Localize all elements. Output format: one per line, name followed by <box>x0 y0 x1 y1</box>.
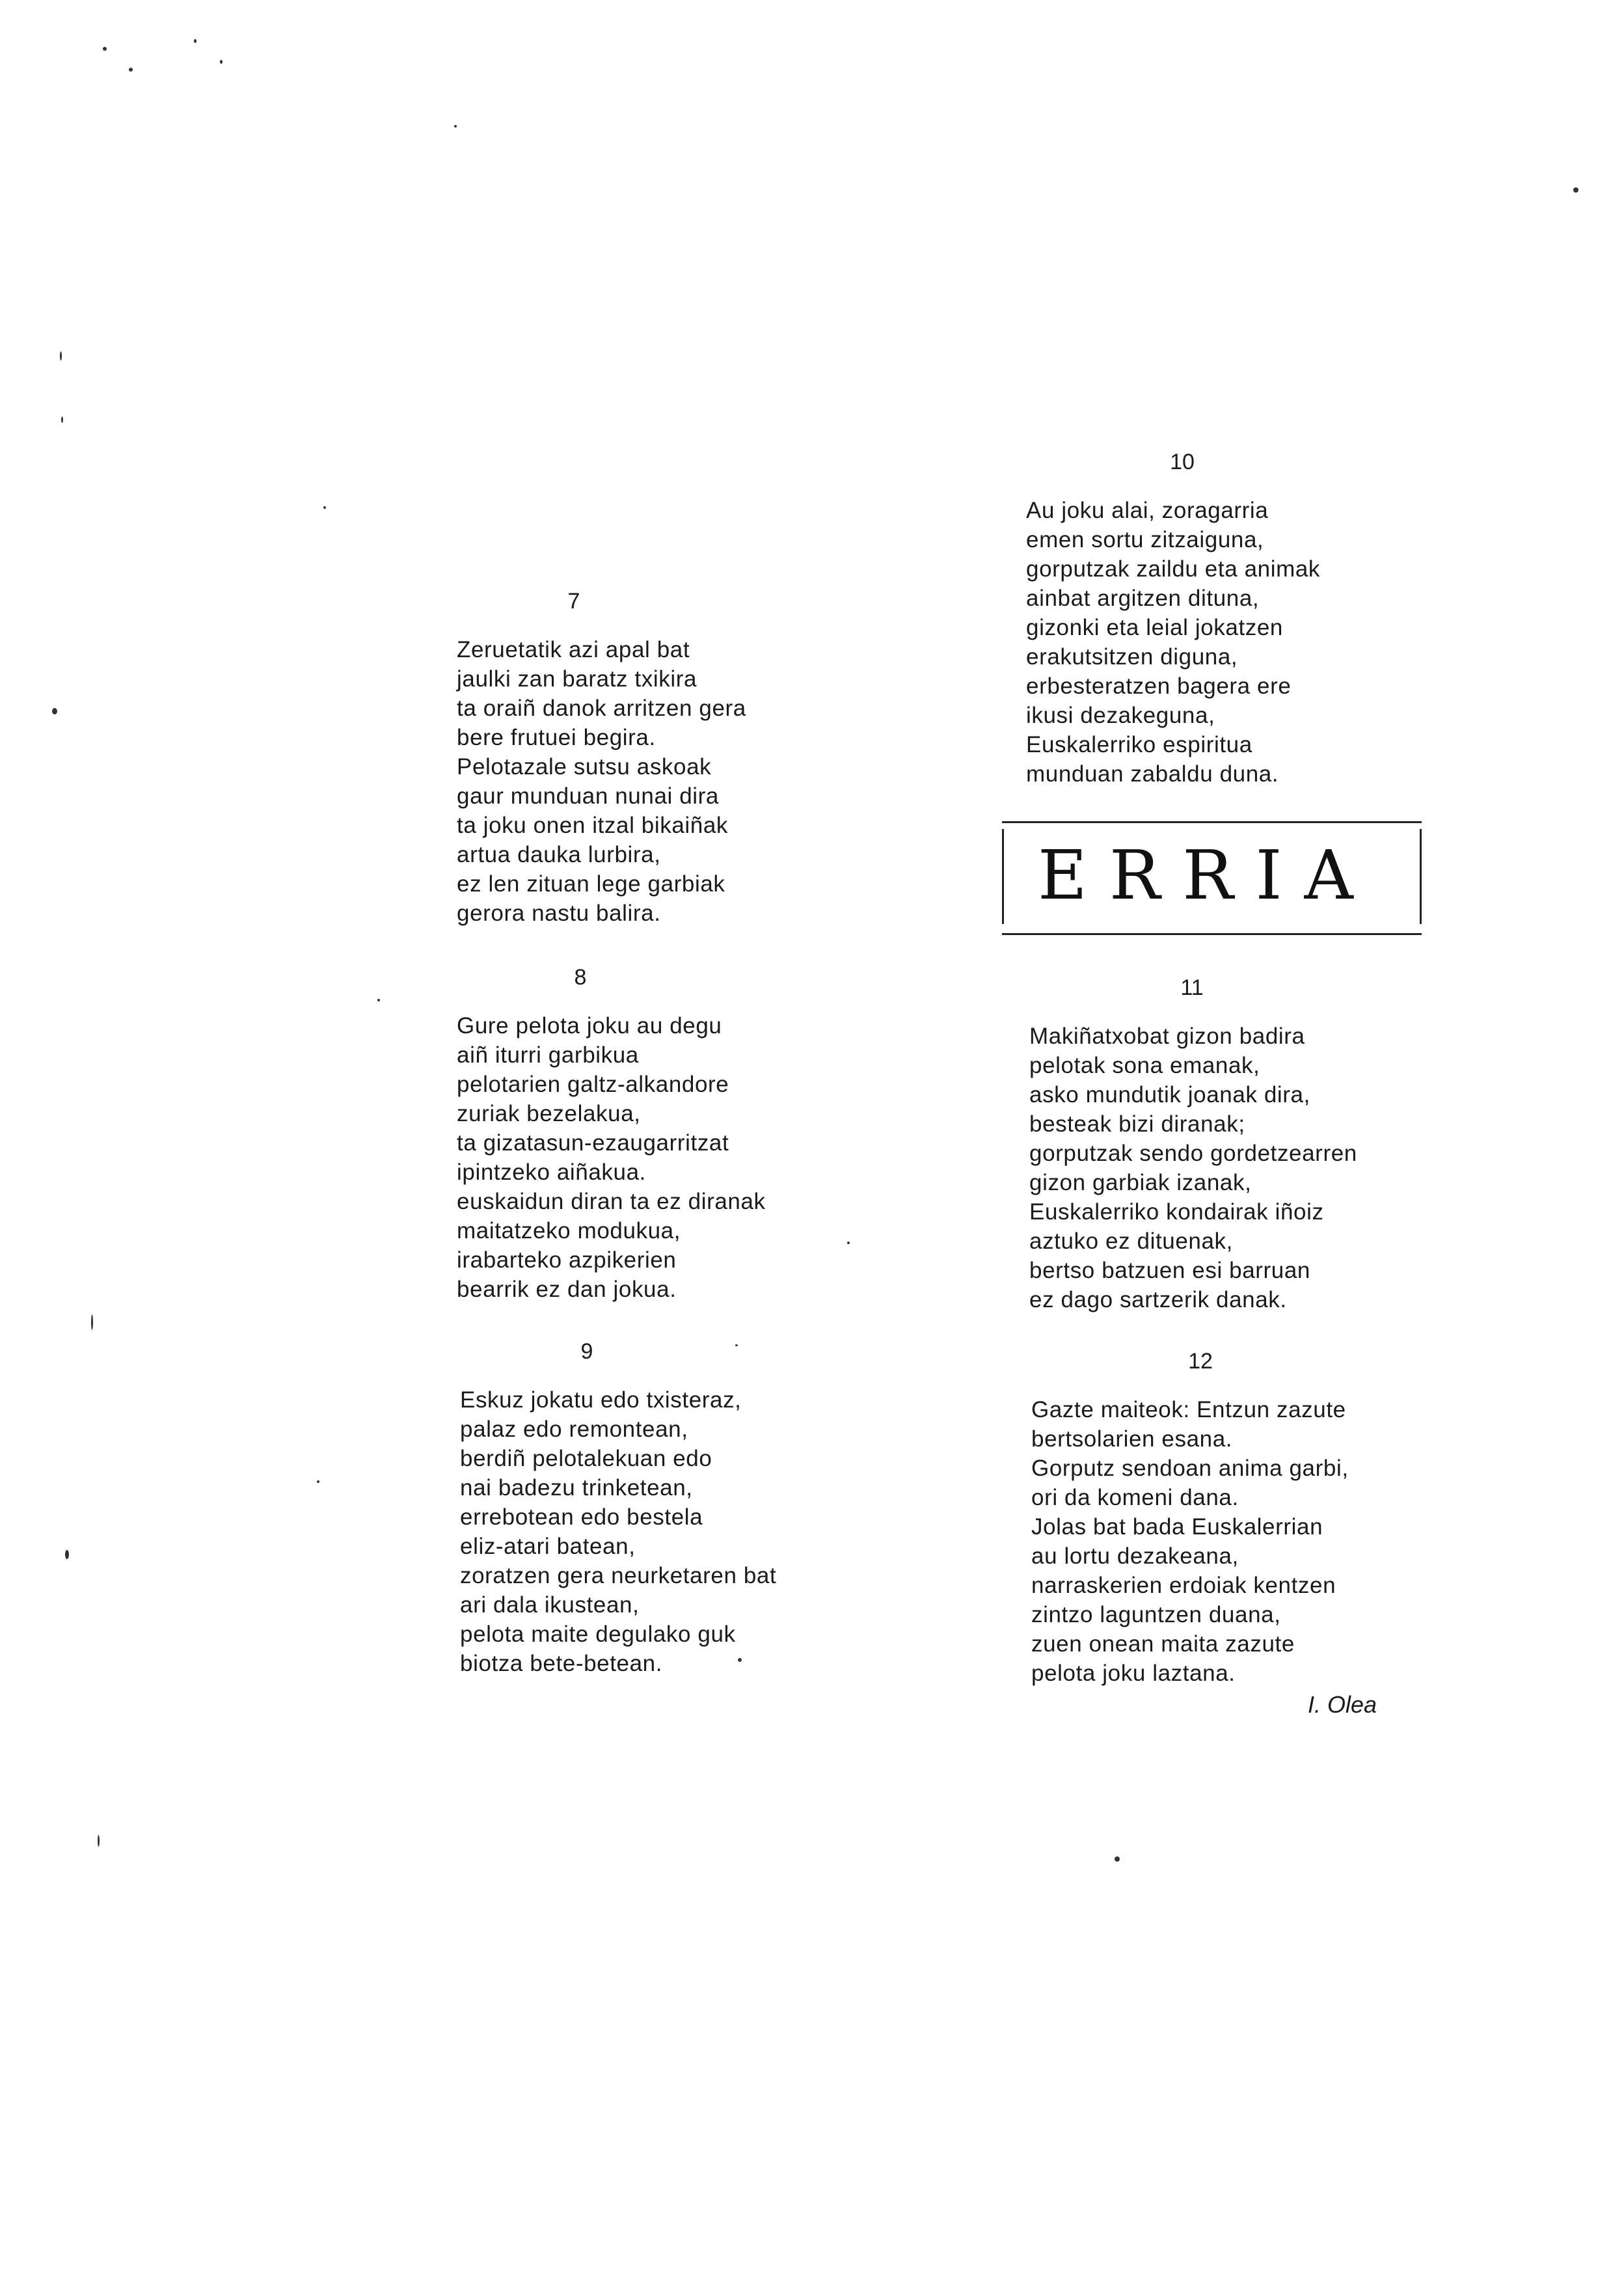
stanza-9 <box>460 1337 915 1678</box>
scan-speck <box>1115 1856 1120 1862</box>
verse-line: gerora nastu balira. <box>457 901 661 926</box>
stanza-lines <box>1029 1022 1485 1314</box>
scan-speck <box>377 999 380 1001</box>
scan-speck <box>103 47 107 51</box>
stanza-lines <box>1031 1395 1487 1688</box>
scan-speck <box>61 416 63 423</box>
scan-speck <box>60 351 62 360</box>
scan-speck <box>1573 187 1578 193</box>
masthead-top-rule <box>1002 821 1422 823</box>
stanza-lines <box>457 1011 912 1304</box>
stanza-number: 8 <box>574 965 587 990</box>
masthead-logo <box>1002 821 1422 938</box>
verse-line: gorputzak sendo gordetzearren <box>1029 1141 1357 1166</box>
verse-line: emen sortu zitzaiguna, <box>1026 527 1264 552</box>
verse-line: ari dala ikustean, <box>460 1592 640 1618</box>
scan-speck <box>735 1344 738 1346</box>
stanza-12 <box>1031 1347 1487 1688</box>
stanza-number: 12 <box>1188 1349 1213 1374</box>
masthead-title: ERRIA <box>1038 835 1375 915</box>
stanza-8 <box>457 963 912 1304</box>
verse-line: au lortu dezakeana, <box>1031 1543 1239 1569</box>
verse-line: Gazte maiteok: Entzun zazute <box>1031 1397 1346 1422</box>
verse-line: zuen onean maita zazute <box>1031 1631 1295 1657</box>
verse-line: ez len zituan lege garbiak <box>457 871 725 897</box>
scan-speck <box>65 1550 69 1559</box>
verse-line: nai badezu trinketean, <box>460 1475 693 1501</box>
verse-line: irabarteko azpikerien <box>457 1247 677 1273</box>
verse-line: pelotak sona emanak, <box>1029 1053 1260 1078</box>
verse-line: bertso batzuen esi barruan <box>1029 1258 1310 1283</box>
verse-line: eliz-atari batean, <box>460 1534 636 1559</box>
verse-line: Eskuz jokatu edo txisteraz, <box>460 1387 742 1413</box>
scan-speck <box>129 68 133 72</box>
verse-line: munduan zabaldu duna. <box>1026 761 1279 787</box>
verse-line: Makiñatxobat gizon badira <box>1029 1024 1305 1049</box>
scan-speck <box>323 506 326 509</box>
stanza-number: 9 <box>580 1339 593 1364</box>
author-signature: I. Olea <box>1308 1691 1377 1718</box>
verse-line: jaulki zan baratz txikira <box>457 666 697 692</box>
verse-line: Zeruetatik azi apal bat <box>457 637 690 662</box>
verse-line: palaz edo remontean, <box>460 1417 688 1442</box>
verse-line: bearrik ez dan jokua. <box>457 1277 677 1302</box>
masthead-frame <box>1002 829 1422 924</box>
verse-line: maitatzeko modukua, <box>457 1218 681 1243</box>
verse-line: ipintzeko aiñakua. <box>457 1160 646 1185</box>
verse-line: Euskalerriko kondairak iñoiz <box>1029 1199 1324 1225</box>
stanza-7 <box>457 587 912 928</box>
verse-line: berdiñ pelotalekuan edo <box>460 1446 712 1471</box>
verse-line: gizon garbiak izanak, <box>1029 1170 1252 1195</box>
verse-line: ikusi dezakeguna, <box>1026 703 1215 728</box>
scan-speck <box>91 1314 93 1330</box>
scan-speck <box>98 1835 100 1847</box>
verse-line: zuriak bezelakua, <box>457 1101 641 1126</box>
scan-speck <box>194 39 196 43</box>
verse-line: artua dauka lurbira, <box>457 842 661 867</box>
verse-line: pelota joku laztana. <box>1031 1661 1236 1686</box>
scan-speck <box>220 60 223 64</box>
scan-speck <box>847 1242 850 1244</box>
verse-line: Euskalerriko espiritua <box>1026 732 1252 757</box>
verse-line: gizonki eta leial jokatzen <box>1026 615 1283 640</box>
scan-speck <box>317 1480 319 1483</box>
verse-line: erbesteratzen bagera ere <box>1026 673 1292 699</box>
verse-line: besteak bizi diranak; <box>1029 1111 1245 1137</box>
stanza-lines <box>457 635 912 928</box>
verse-line: narraskerien erdoiak kentzen <box>1031 1573 1336 1598</box>
verse-line: errebotean edo bestela <box>460 1504 703 1530</box>
stanza-number: 10 <box>1170 450 1195 474</box>
verse-line: euskaidun diran ta ez diranak <box>457 1189 766 1214</box>
stanza-11 <box>1029 973 1485 1314</box>
verse-line: ta joku onen itzal bikaiñak <box>457 813 729 838</box>
verse-line: gaur munduan nunai dira <box>457 783 719 809</box>
verse-line: Jolas bat bada Euskalerrian <box>1031 1514 1323 1540</box>
masthead-bottom-rule <box>1002 933 1422 935</box>
stanza-10 <box>1026 448 1482 789</box>
verse-line: aiñ iturri garbikua <box>457 1042 639 1068</box>
verse-line: ta oraiñ danok arritzen gera <box>457 696 746 721</box>
verse-line: asko mundutik joanak dira, <box>1029 1082 1310 1107</box>
verse-line: ori da komeni dana. <box>1031 1485 1239 1510</box>
verse-line: zintzo laguntzen duana, <box>1031 1602 1281 1627</box>
verse-line: zoratzen gera neurketaren bat <box>460 1563 777 1588</box>
stanza-number: 11 <box>1180 975 1204 1000</box>
verse-line: gorputzak zaildu eta animak <box>1026 556 1321 582</box>
verse-line: bere frutuei begira. <box>457 725 656 750</box>
stanza-lines <box>1026 496 1482 789</box>
scan-speck <box>52 708 57 714</box>
verse-line: aztuko ez dituenak, <box>1029 1229 1233 1254</box>
stanza-number: 7 <box>567 589 580 614</box>
verse-line: pelotarien galtz-alkandore <box>457 1072 729 1097</box>
verse-line: ainbat argitzen dituna, <box>1026 586 1260 611</box>
verse-line: Gure pelota joku au degu <box>457 1013 722 1039</box>
verse-line: ta gizatasun-ezaugarritzat <box>457 1130 729 1156</box>
verse-line: biotza bete-betean. <box>460 1651 663 1676</box>
scan-speck <box>738 1658 742 1662</box>
verse-line: erakutsitzen diguna, <box>1026 644 1238 670</box>
verse-line: bertsolarien esana. <box>1031 1426 1233 1452</box>
verse-line: Au joku alai, zoragarria <box>1026 498 1269 523</box>
verse-line: Pelotazale sutsu askoak <box>457 754 712 780</box>
stanza-lines <box>460 1385 915 1678</box>
verse-line: Gorputz sendoan anima garbi, <box>1031 1456 1349 1481</box>
verse-line: pelota maite degulako guk <box>460 1622 736 1647</box>
verse-line: ez dago sartzerik danak. <box>1029 1287 1287 1312</box>
scan-speck <box>454 125 457 128</box>
